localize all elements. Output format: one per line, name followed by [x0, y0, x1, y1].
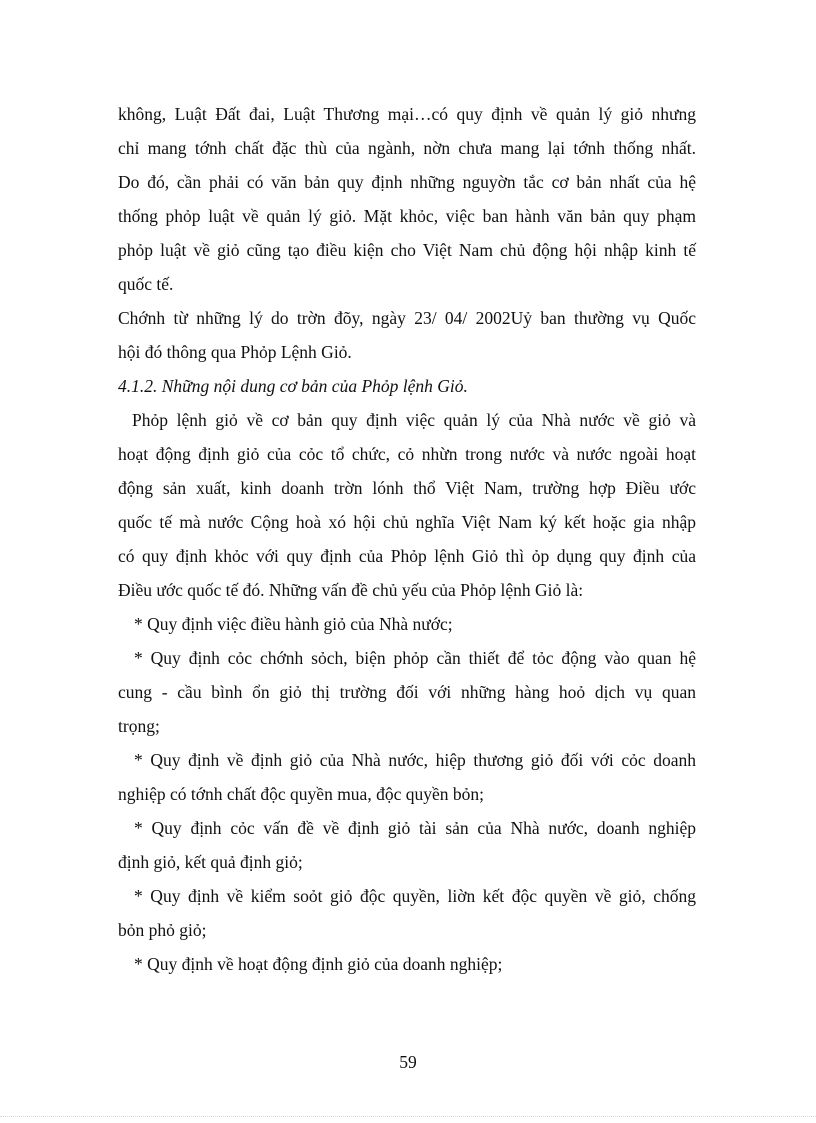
list-item: * Quy định cỏc vấn đề về định giỏ tài sản của Nhà nước, doanh nghiệp [134, 818, 696, 838]
text-line: Chớnh từ những lý do trờn đõy, ngày 23/ 04/ 2002Uỷ ban thường vụ Quốc [118, 308, 696, 328]
text-line: hội đó thông qua Phỏp Lệnh Giỏ. [118, 342, 352, 362]
section-heading: 4.1.2. Những nội dung cơ bản của Phỏp lệnh Giỏ. [118, 376, 468, 396]
list-item: * Quy định việc điều hành giỏ của Nhà nước; [134, 614, 453, 634]
text-line: thống phỏp luật về quản lý giỏ. Mặt khỏc, việc ban hành văn bản quy phạm [118, 206, 696, 226]
text-line: quốc tế. [118, 274, 174, 294]
list-item: * Quy định cỏc chớnh sỏch, biện phỏp cần thiết để tỏc động vào quan hệ [134, 648, 696, 668]
list-item: * Quy định về kiểm soỏt giỏ độc quyền, liờn kết độc quyền về giỏ, chống [134, 886, 696, 906]
text-line: định giỏ, kết quả định giỏ; [118, 852, 303, 872]
text-line: Do đó, cần phải có văn bản quy định những nguyờn tắc cơ bản nhất của hệ [118, 172, 696, 192]
text-line: quốc tế mà nước Cộng hoà xó hội chủ nghĩa Việt Nam ký kết hoặc gia nhập [118, 512, 696, 532]
page-bottom-divider [0, 1116, 816, 1117]
page-number: 59 [399, 1052, 417, 1072]
list-item: * Quy định về hoạt động định giỏ của doanh nghiệp; [134, 954, 503, 974]
text-line: trọng; [118, 716, 160, 736]
text-line: hoạt động định giỏ của cỏc tổ chức, cỏ nhừn trong nước và nước ngoài hoạt [118, 444, 696, 464]
text-line: có quy định khỏc với quy định của Phỏp lệnh Giỏ thì ỏp dụng quy định của [118, 546, 696, 566]
text-line: nghiệp có tớnh chất độc quyền mua, độc quyền bỏn; [118, 784, 484, 804]
body-text [118, 97, 696, 981]
text-line: động sản xuất, kinh doanh trờn lónh thổ Việt Nam, trường hợp Điều ước [118, 478, 696, 498]
text-line: Điều ước quốc tế đó. Những vấn đề chủ yếu của Phỏp lệnh Giỏ là: [118, 580, 584, 600]
text-line: không, Luật Đất đai, Luật Thương mại…có quy định về quản lý giỏ nhưng [118, 104, 696, 124]
text-line: phỏp luật về giỏ cũng tạo điều kiện cho Việt Nam chủ động hội nhập kinh tế [118, 240, 696, 260]
text-line: cung - cầu bình ổn giỏ thị trường đối với những hàng hoỏ dịch vụ quan [118, 682, 696, 702]
text-line: bỏn phỏ giỏ; [118, 920, 207, 940]
text-line: Phỏp lệnh giỏ về cơ bản quy định việc quản lý của Nhà nước về giỏ và [132, 410, 696, 430]
list-item: * Quy định về định giỏ của Nhà nước, hiệp thương giỏ đối với cỏc doanh [134, 750, 696, 770]
text-line: chỉ mang tớnh chất đặc thù của ngành, nờn chưa mang lại tớnh thống nhất. [118, 138, 696, 158]
